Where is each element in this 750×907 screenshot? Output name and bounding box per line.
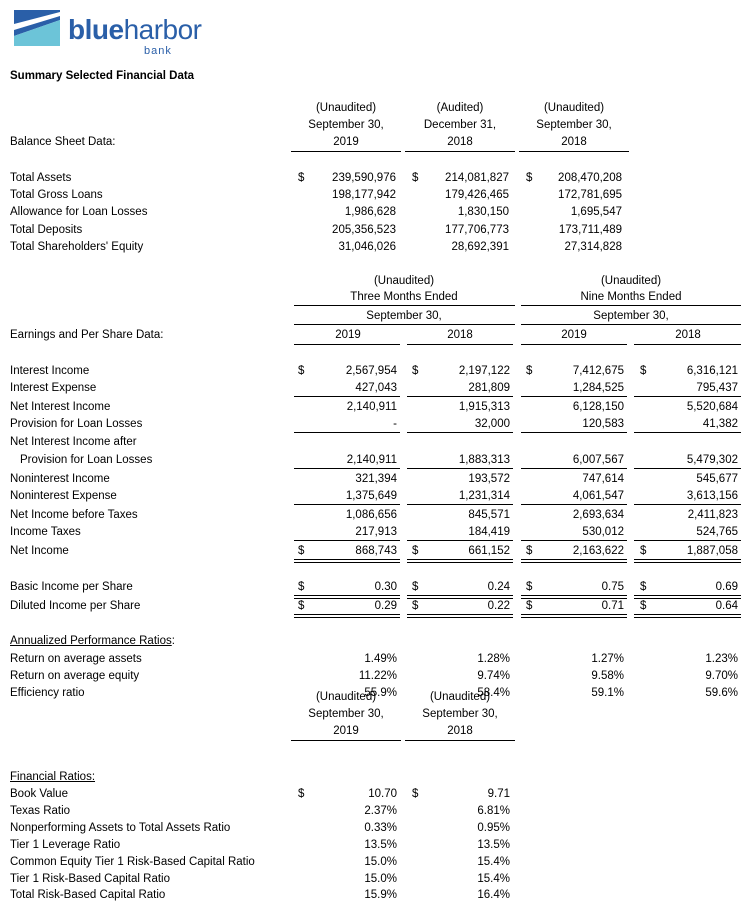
double-rule <box>294 614 400 618</box>
dollar-sign: $ <box>412 788 419 800</box>
dollar-sign: $ <box>412 545 419 557</box>
header-rule <box>405 151 515 152</box>
cell-value: 795,437 <box>696 382 738 394</box>
cell-value: 173,711,489 <box>558 223 622 236</box>
cell-value: 5,520,684 <box>686 401 738 413</box>
total-rule <box>521 540 627 541</box>
cell-value: 747,614 <box>582 473 624 485</box>
row-label: Diluted Income per Share <box>10 600 141 612</box>
logo-subtitle: bank <box>144 45 172 57</box>
cell-value: 208,470,208 <box>558 172 622 184</box>
dollar-sign: $ <box>526 545 533 557</box>
group-date: September 30, <box>366 310 442 322</box>
cell-value: 2,140,911 <box>346 401 397 413</box>
header-rule <box>519 151 629 152</box>
row-label: Allowance for Loan Losses <box>10 206 148 219</box>
cell-value: 32,000 <box>474 418 510 430</box>
row-label: Net Interest Income after <box>10 436 137 448</box>
year-rule <box>634 344 741 345</box>
cell-value: 3,613,156 <box>686 490 738 502</box>
group-rule <box>521 324 741 325</box>
year-rule <box>294 344 400 345</box>
cell-value: 281,809 <box>468 382 510 394</box>
cell-value: 1.23% <box>705 653 738 665</box>
year-header: 2018 <box>675 329 701 341</box>
cell-value: 0.24 <box>487 581 510 593</box>
dollar-sign: $ <box>526 581 533 593</box>
cell-value: 217,913 <box>355 526 397 538</box>
cell-value: 4,061,547 <box>572 490 624 502</box>
total-rule <box>521 432 627 433</box>
dollar-sign: $ <box>640 545 647 557</box>
cell-value: 0.75 <box>601 581 624 593</box>
year-header: 2019 <box>335 329 361 341</box>
total-rule <box>407 504 513 505</box>
cell-value: 868,743 <box>355 545 397 557</box>
logo-word-harbor: harbor <box>123 14 202 45</box>
double-rule <box>634 559 741 563</box>
cell-value: 1,986,628 <box>344 206 396 219</box>
total-rule <box>294 504 400 505</box>
year-header: 2019 <box>561 329 587 341</box>
total-rule <box>407 540 513 541</box>
dollar-sign: $ <box>526 365 533 377</box>
row-label: Total Risk-Based Capital Ratio <box>10 889 166 902</box>
row-label: Return on average equity <box>10 670 140 682</box>
row-label: Income Taxes <box>10 526 81 538</box>
cell-value: 15.4% <box>477 855 510 868</box>
group-status: (Unaudited) <box>600 275 662 287</box>
cell-value: 13.5% <box>364 838 397 851</box>
balance-col-header: September 30, <box>536 119 612 131</box>
row-label: Total Assets <box>10 172 72 184</box>
cell-value: 193,572 <box>468 473 510 485</box>
cell-value: 27,314,828 <box>564 240 622 253</box>
cell-value: 1,375,649 <box>345 490 397 502</box>
cell-value: 845,571 <box>468 509 510 521</box>
cell-value: 239,590,976 <box>332 172 396 184</box>
cell-value: 321,394 <box>355 473 397 485</box>
row-label: Book Value <box>10 788 68 800</box>
ratio-col-header: September 30, <box>422 708 498 720</box>
header-rule <box>291 151 401 152</box>
row-label: Interest Income <box>10 365 90 377</box>
dollar-sign: $ <box>640 365 647 377</box>
row-label: Provision for Loan Losses <box>20 454 153 466</box>
group-rule <box>294 305 515 306</box>
cell-value: 1,086,656 <box>345 509 397 521</box>
row-label: Tier 1 Leverage Ratio <box>10 838 121 851</box>
cell-value: 2,163,622 <box>572 545 624 557</box>
balance-col-header: (Audited) <box>436 102 484 114</box>
balance-col-header: December 31, <box>423 119 497 131</box>
row-label: Return on average assets <box>10 653 142 665</box>
dollar-sign: $ <box>526 600 533 612</box>
cell-value: 1,284,525 <box>572 382 624 394</box>
cell-value: 0.69 <box>715 581 738 593</box>
cell-value: 205,356,523 <box>332 223 396 236</box>
row-label: Net Income <box>10 545 69 557</box>
row-label: Noninterest Income <box>10 473 110 485</box>
double-rule <box>634 614 741 618</box>
total-rule <box>407 396 513 397</box>
cell-value: 2,197,122 <box>458 365 510 377</box>
cell-value: 177,706,773 <box>445 223 509 236</box>
balance-col-header: (Unaudited) <box>315 102 377 114</box>
total-rule <box>294 432 400 433</box>
group-date: September 30, <box>593 310 669 322</box>
section-label-colon: : <box>171 635 175 647</box>
double-rule <box>521 559 627 563</box>
cell-value: 2,140,911 <box>346 454 397 466</box>
cell-value: 0.33% <box>364 821 397 834</box>
cell-value: 9.58% <box>591 670 624 682</box>
cell-value: 545,677 <box>696 473 738 485</box>
balance-col-header: 2019 <box>333 136 359 148</box>
group-rule <box>294 324 515 325</box>
row-label: Total Shareholders' Equity <box>10 240 144 253</box>
cell-value: 179,426,465 <box>445 189 509 202</box>
total-rule <box>521 504 627 505</box>
cell-value: 1.27% <box>591 653 624 665</box>
cell-value: 10.70 <box>368 788 397 800</box>
group-status: (Unaudited) <box>373 275 435 287</box>
dollar-sign: $ <box>298 365 305 377</box>
section-label-text: Annualized Performance Ratios <box>10 635 172 647</box>
cell-value: 16.4% <box>477 889 510 902</box>
cell-value: - <box>393 418 397 430</box>
dollar-sign: $ <box>298 600 305 612</box>
cell-value: 184,419 <box>468 526 510 538</box>
cell-value: 427,043 <box>355 382 397 394</box>
dollar-sign: $ <box>640 600 647 612</box>
cell-value: 15.4% <box>477 872 510 885</box>
cell-value: 58.4% <box>477 687 510 699</box>
group-rule <box>521 305 741 306</box>
cell-value: 2,411,823 <box>687 509 738 521</box>
dollar-sign: $ <box>640 581 647 593</box>
cell-value: 0.64 <box>715 600 738 612</box>
cell-value: 1.49% <box>364 653 397 665</box>
cell-value: 1,830,150 <box>457 206 509 219</box>
logo-mark-icon <box>14 10 60 46</box>
dollar-sign: $ <box>298 545 305 557</box>
logo-word-blue: blue <box>68 14 124 45</box>
cell-value: 0.22 <box>487 600 510 612</box>
total-rule <box>521 396 627 397</box>
total-rule <box>294 540 400 541</box>
cell-value: 120,583 <box>582 418 624 430</box>
dollar-sign: $ <box>526 172 533 184</box>
row-label: Net Interest Income <box>10 401 111 413</box>
double-rule <box>521 614 627 618</box>
cell-value: 1,883,313 <box>458 454 510 466</box>
balance-col-header: 2018 <box>447 136 473 148</box>
cell-value: 5,479,302 <box>686 454 738 466</box>
cell-value: 6,007,567 <box>572 454 624 466</box>
cell-value: 15.0% <box>364 872 397 885</box>
cell-value: 28,692,391 <box>451 240 509 253</box>
cell-value: 2,567,954 <box>345 365 397 377</box>
row-label: Provision for Loan Losses <box>10 418 143 430</box>
ratio-col-header: (Unaudited) <box>429 691 491 703</box>
cell-value: 11.22% <box>358 670 397 682</box>
cell-value: 59.6% <box>705 687 738 699</box>
dollar-sign: $ <box>298 172 305 184</box>
ratio-col-header: September 30, <box>308 708 384 720</box>
cell-value: 6.81% <box>477 804 510 817</box>
year-rule <box>521 344 627 345</box>
cell-value: 0.71 <box>601 600 624 612</box>
cell-value: 1,887,058 <box>686 545 738 557</box>
dollar-sign: $ <box>412 600 419 612</box>
cell-value: 59.1% <box>591 687 624 699</box>
total-rule <box>294 396 400 397</box>
row-label: Interest Expense <box>10 382 97 394</box>
section-label: Balance Sheet Data: <box>10 136 116 148</box>
cell-value: 55.9% <box>364 687 397 699</box>
cell-value: 2,693,634 <box>572 509 624 521</box>
ratio-col-header: (Unaudited) <box>315 691 377 703</box>
total-rule <box>634 432 741 433</box>
row-label: Total Gross Loans <box>10 189 103 202</box>
cell-value: 1.28% <box>477 653 510 665</box>
row-label: Basic Income per Share <box>10 581 133 593</box>
cell-value: 13.5% <box>477 838 510 851</box>
ratio-col-header: 2019 <box>333 725 359 737</box>
cell-value: 6,128,150 <box>572 401 624 413</box>
year-header: 2018 <box>447 329 473 341</box>
cell-value: 7,412,675 <box>572 365 624 377</box>
row-label: Common Equity Tier 1 Risk-Based Capital Ratio <box>10 855 255 868</box>
row-label: Nonperforming Assets to Total Assets Ratio <box>10 821 231 834</box>
brand-logo <box>14 10 202 58</box>
row-label: Noninterest Expense <box>10 490 117 502</box>
cell-value: 6,316,121 <box>686 365 738 377</box>
header-rule <box>291 740 401 741</box>
cell-value: 0.95% <box>477 821 510 834</box>
total-rule <box>634 468 741 469</box>
cell-value: 9.70% <box>705 670 738 682</box>
cell-value: 530,012 <box>582 526 624 538</box>
double-rule <box>407 614 513 618</box>
cell-value: 0.29 <box>374 600 397 612</box>
year-rule <box>407 344 513 345</box>
row-label: Tier 1 Risk-Based Capital Ratio <box>10 872 170 885</box>
total-rule <box>407 432 513 433</box>
header-rule <box>405 740 515 741</box>
group-period: Nine Months Ended <box>580 291 682 303</box>
cell-value: 661,152 <box>468 545 510 557</box>
total-rule <box>634 540 741 541</box>
section-label <box>10 634 175 648</box>
cell-value: 0.30 <box>374 581 397 593</box>
dollar-sign: $ <box>412 581 419 593</box>
cell-value: 1,231,314 <box>458 490 510 502</box>
group-period: Three Months Ended <box>350 291 458 303</box>
section-label: Financial Ratios: <box>10 771 96 783</box>
cell-value: 1,915,313 <box>458 401 510 413</box>
ratio-col-header: 2018 <box>447 725 473 737</box>
cell-value: 172,781,695 <box>558 189 622 202</box>
total-rule <box>521 468 627 469</box>
dollar-sign: $ <box>412 172 419 184</box>
cell-value: 9.74% <box>477 670 510 682</box>
cell-value: 15.9% <box>364 889 397 902</box>
cell-value: 2.37% <box>364 804 397 817</box>
row-label: Efficiency ratio <box>10 687 85 699</box>
cell-value: 1,695,547 <box>570 206 622 219</box>
row-label: Texas Ratio <box>10 804 71 817</box>
row-label: Net Income before Taxes <box>10 509 138 521</box>
total-rule <box>634 504 741 505</box>
balance-col-header: September 30, <box>308 119 384 131</box>
total-rule <box>634 396 741 397</box>
cell-value: 198,177,942 <box>332 189 396 202</box>
double-rule <box>294 559 400 563</box>
cell-value: 31,046,026 <box>338 240 396 253</box>
section-label: Earnings and Per Share Data: <box>10 329 164 341</box>
balance-col-header: 2018 <box>561 136 587 148</box>
dollar-sign: $ <box>298 581 305 593</box>
cell-value: 41,382 <box>702 418 738 430</box>
total-rule <box>294 468 400 469</box>
cell-value: 15.0% <box>364 855 397 868</box>
cell-value: 214,081,827 <box>445 172 509 184</box>
page-title: Summary Selected Financial Data <box>10 70 195 82</box>
dollar-sign: $ <box>298 788 305 800</box>
dollar-sign: $ <box>412 365 419 377</box>
total-rule <box>407 468 513 469</box>
cell-value: 524,765 <box>696 526 738 538</box>
row-label: Total Deposits <box>10 223 83 236</box>
double-rule <box>407 559 513 563</box>
cell-value: 9.71 <box>487 788 510 800</box>
balance-col-header: (Unaudited) <box>543 102 605 114</box>
